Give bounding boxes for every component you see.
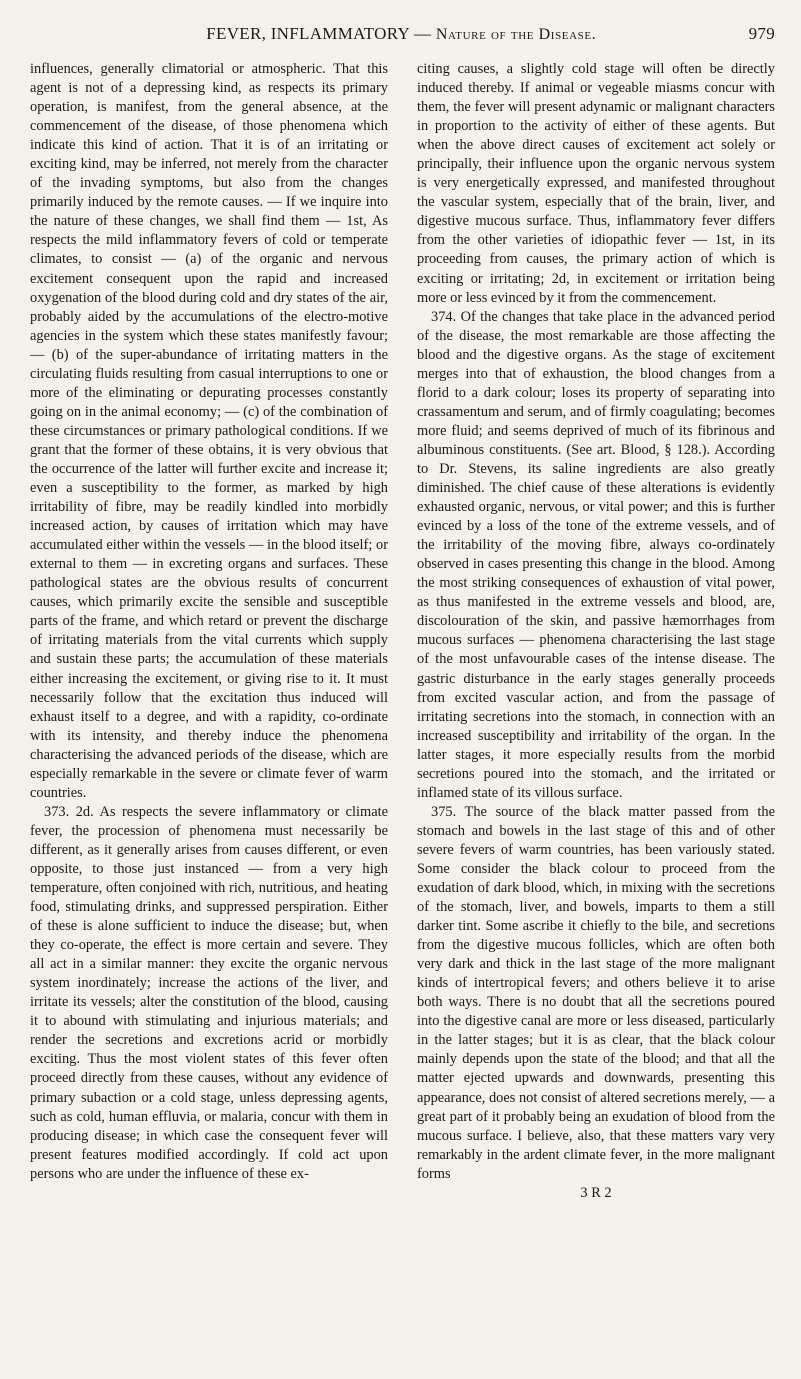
- paragraph-374: 374. Of the changes that take place in the advanced period of the disease, the most remarkable are those affecting the blood and the digestive organs. As the stage of excitement merges into that of exhaustion, the blood changes from a florid to a dark colour; loses its property of separating into crassamentum and serum, and of firmly coagulating; becomes more fluid; and seems deprived of much of its fibrinous and albuminous constituents. (See art. Blood, § 128.). According to Dr. Stevens, its saline ingredients are also greatly diminished. The chief cause of these alterations is evidently exhausted organic, nervous, or vital power; and this is further evinced by a loss of the tone of the extreme vessels, and of the irritability of the moving fibre, always co-ordinately observed in cases presenting this change in the blood. Among the most striking consequences of exhaustion of vital power, as thus manifested in the extreme vessels and blood, are, discolouration of the skin, and passive hæmorrhages from mucous surfaces — phenomena characterising the last stage of the most unfavourable cases of the intense disease. The gastric disturbance in the early stages generally proceeds from excited vascular action, and from the passage of irritating secretions into the stomach, in connection with an increased susceptibility and irritability of the organ. In the latter stages, it more especially results from the morbid secretions poured into the stomach, and the irritated or inflamed state of its villous surface.: [417, 308, 775, 801]
- paragraph-continuation-right: citing causes, a slightly cold stage will often be directly induced thereby. If animal or vegeable miasms concur with them, the fever will present adynamic or malignant characters in proportion to the activity of either of these agents. But when the above direct causes of excitement act solely or principally, their influence upon the organic nervous system is very energetically expressed, and manifested throughout the vascular system, especially that of the brain, liver, and digestive mucous surface. Thus, inflammatory fever differs from the other varieties of idiopathic fever — 1st, in its proceeding from causes, the primary action of which is exciting or irritating; 2d, in excitement or irritation being more or less evinced by it from the commencement.: [417, 61, 775, 306]
- right-column: [417, 60, 775, 1203]
- paragraph-375: 375. The source of the black matter passed from the stomach and bowels in the last stage of this and of other severe fevers of warm countries, has been variously stated. Some consider the black colour to proceed from the exudation of dark blood, which, in mixing with the secretions of the stomach, liver, and bowels, imparts to them a still darker tint. Some ascribe it chiefly to the bile, and secretions from the digestive mucous follicles, which are often both very dark and thick in the last stage of the more malignant kinds of intertropical fevers; and others believe it to arise both ways. There is no doubt that all the secretions poured into the digestive canal are more or less diseased, particularly in the latter stages; but it is as clear, that the black colour mainly depends upon the state of the blood; and that all the matter ejected upwards and downwards, presenting this appearance, does not consist of altered secretions merely, — a great part of it probably being an exudation of blood from the mucous surface. I believe, also, that these matters vary very remarkably in the ardent climate fever, in the more malignant forms: [417, 803, 775, 1182]
- text-columns: [30, 60, 775, 1203]
- running-title-section: Nature of the Disease.: [435, 26, 597, 43]
- running-title-main: FEVER, INFLAMMATORY —: [206, 24, 436, 43]
- page-number: 979: [748, 24, 775, 43]
- paragraph-continuation: influences, generally climatorial or atmospheric. That this agent is not of a depressing kind, as respects its primary operation, is manifest, from the general absence, at the commencement of the disease, of those phenomena which indicate this kind of action. That it is of an irritating or exciting kind, may be inferred, not merely from the character of the invading symptoms, but also from the changes primarily induced by the remote causes. — If we inquire into the nature of these changes, we shall find them — 1st, As respects the mild inflammatory fevers of cold or temperate climates, to consist — (a) of the organic and nervous excitement consequent upon the rapid and increased oxygenation of the blood during cold and dry states of the air, probably aided by the accumulations of the electro-motive agencies in the system which these states manifestly favour; — (b) of the super-abundance of irritating matters in the circulating fluids resulting from casual interruptions to one or more of the eliminating or depurating processes constantly going on in the animal economy; — (c) of the combination of these circumstances or primary pathological conditions. If we grant that the former of these obtains, it is very obvious that the occurrence of the latter will further excite and increase it; even a susceptibility to the former, as marked by high irritability of fibre, may be readily kindled into morbidly increased action, by causes of irritation which may have accumulated either within the vessels — in the blood itself; or external to them — in excreting organs and surfaces. These pathological states are the obvious results of concurrent causes, which primarily excite the sensible and susceptible parts of the frame, and which retard or prevent the discharge of irritating materials from the vital currents which supply and sustain these parts; the accumulation of these materials either increasing the excitement, or giving rise to it. It must necessarily follow that the excitation thus induced will exhaust itself to a degree, and with a rapidity, co-ordinate with its intensity, and thereby induce the phenomena characterising the advanced periods of the disease, which are especially remarkable in the severe or climate fever of warm countries.: [30, 61, 388, 801]
- signature-mark: 3 R 2: [580, 1184, 612, 1201]
- left-column: [30, 60, 388, 1203]
- running-header: [30, 24, 775, 44]
- paragraph-373: 373. 2d. As respects the severe inflammatory or climate fever, the procession of phenomena must necessarily be different, as it generally arises from causes different, or even opposite, to those just instanced — from a very high temperature, often conjoined with rich, nutritious, and heating food, stimulating drinks, and suppressed perspiration. Either of these is alone sufficient to induce the disease; but, when they co-operate, the effect is more certain and severe. They all act in a similar manner: they excite the organic nervous system inordinately; increase the actions of the liver, and irritate its vessels; alter the constitution of the blood, causing it to abound with stimulating and injurious materials; and render the secretions and excretions acrid or morbidly exciting. Thus the most violent states of this fever often proceed directly from these causes, without any evidence of primary subaction or a cold stage, unless depressing agents, such as cold, human effluvia, or malaria, concur with them in producing disease; in which case the consequent fever will present features modified accordingly. If cold act upon persons who are under the influence of these ex-: [30, 803, 388, 1182]
- running-title: [30, 24, 749, 44]
